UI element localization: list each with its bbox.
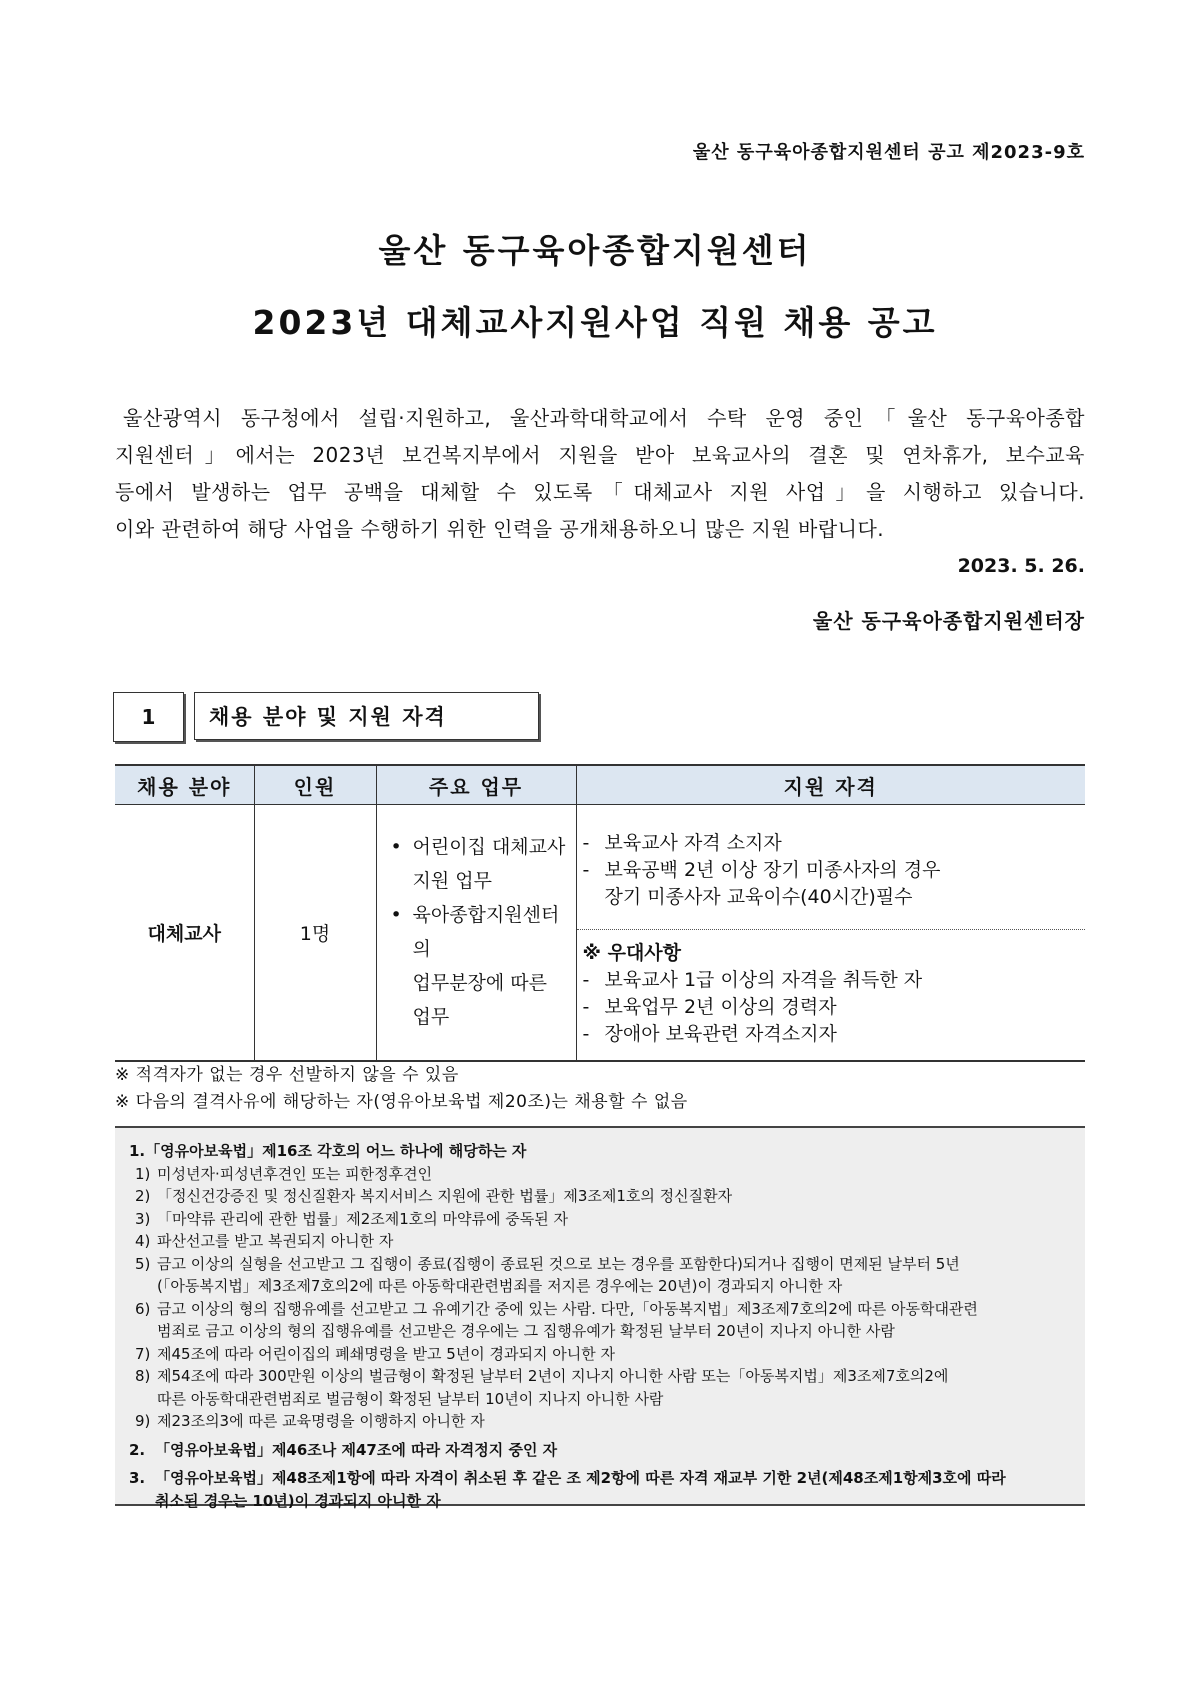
page-subtitle: 2023년 대체교사지원사업 직원 채용 공고	[252, 303, 938, 342]
list-item	[129, 1163, 1073, 1186]
notes	[115, 1062, 1085, 1116]
note-line: ※ 다음의 결격사유에 해당하는 자(영유아보육법 제20조)는 채용할 수 없음	[115, 1092, 688, 1112]
list-item	[129, 1410, 1073, 1433]
duty-text: 업무분장에 따른 업무	[412, 972, 548, 1029]
preference-list	[577, 930, 1086, 1056]
item-text: 「마약류 관리에 관한 법률」제2조제1호의 마약류에 중독된 자	[157, 1209, 568, 1228]
item-text: 제54조에 따라 300만원 이상의 벌금형이 확정된 날부터 2년이 지나지 아니한 사람 또는「아동복지법」제3조제7호의2에	[157, 1367, 949, 1385]
item-number: 1)	[135, 1164, 151, 1183]
item-number: 3)	[135, 1209, 151, 1228]
item-number: 2)	[135, 1187, 151, 1205]
header-field: 채용 분야	[115, 765, 254, 805]
dash-icon: -	[582, 1023, 590, 1046]
list-item	[129, 1365, 1073, 1410]
item-text: 제45조에 따라 어린이집의 폐쇄명령을 받고 5년이 경과되지 아니한 자	[157, 1344, 616, 1363]
duty-item	[391, 898, 570, 1034]
table-header-row	[115, 765, 1085, 805]
preference-item	[583, 994, 1078, 1021]
item-text: (「아동복지법」제3조제7호의2에 따른 아동학대관련범죄를 저지른 경우에는 20년)이 경과되지 아니한 자	[157, 1277, 843, 1295]
preference-item	[583, 1021, 1078, 1048]
item-number: 2.	[129, 1440, 146, 1459]
item-text: 「정신건강증진 및 정신질환자 복지서비스 지원에 관한 법률」제3조제1호의 정신질환자	[157, 1187, 733, 1205]
item-text: 미성년자·피성년후견인 또는 피한정후견인	[157, 1164, 433, 1183]
duty-text: 지원 업무	[412, 870, 492, 893]
item-text: 파산선고를 받고 복권되지 아니한 자	[157, 1232, 394, 1250]
qualification-text: 보육교사 자격 소지자	[604, 832, 782, 855]
notice-number: 울산 동구육아종합지원센터 공고 제2023-9호	[692, 142, 1085, 163]
cell-count: 1명	[254, 805, 376, 1061]
section-number: 1	[113, 692, 184, 742]
item-text: 금고 이상의 형의 집행유예를 선고받고 그 유예기간 중에 있는 사람. 다만,「아동복지법」제3조제7호의2에 따른 아동학대관련	[157, 1299, 978, 1318]
list-item	[129, 1230, 1073, 1253]
item-number: 4)	[135, 1232, 151, 1250]
dash-icon: -	[582, 859, 590, 882]
duty-text: 어린이집 대체교사	[412, 836, 566, 859]
section-title: 채용 분야 및 지원 자격	[194, 692, 539, 740]
disqualification-heading-2	[129, 1439, 1073, 1462]
qualification-text: 보육공백 2년 이상 장기 미종사자의 경우	[604, 859, 941, 882]
list-item	[129, 1185, 1073, 1208]
signer: 울산 동구육아종합지원센터장	[812, 609, 1085, 633]
list-item	[129, 1343, 1073, 1366]
bullet-icon: •	[390, 904, 402, 927]
disqualification-heading-3	[129, 1467, 1073, 1512]
qualification-item	[583, 857, 1078, 911]
bullet-icon: •	[390, 836, 402, 859]
duty-item	[391, 830, 570, 898]
cell-duties	[376, 805, 576, 1061]
item-text: 「영유아보육법」제48조제1항에 따라 자격이 취소된 후 같은 조 제2항에 따른 자격 재교부 기한 2년(제48조제1항제3호에 따라	[155, 1469, 1006, 1487]
cell-qualifications	[576, 805, 1085, 1061]
intro-line: 울산광역시 동구청에서 설립·지원하고, 울산과학대학교에서 수탁 운영 중인「울산 동구육아종합	[123, 406, 1085, 430]
intro-line: 이와 관련하여 해당 사업을 수행하기 위한 인력을 공개채용하오니 많은 지원 바랍니다.	[115, 517, 885, 541]
item-text: 따른 아동학대관련범죄로 벌금형이 확정된 날부터 10년이 지나지 아니한 사람	[157, 1389, 664, 1408]
preference-item	[583, 967, 1078, 994]
disqualification-heading-1: 1.「영유아보육법」제16조 각호의 어느 하나에 해당하는 자	[129, 1142, 527, 1160]
preference-text: 장애아 보육관련 자격소지자	[604, 1023, 837, 1046]
list-item	[129, 1298, 1073, 1343]
duty-text: 육아종합지원센터의	[412, 904, 560, 961]
item-number: 7)	[135, 1344, 151, 1363]
item-text: 금고 이상의 실형을 선고받고 그 집행이 종료(집행이 종료된 것으로 보는 경우를 포함한다)되거나 집행이 면제된 날부터 5년	[157, 1254, 960, 1273]
table-row	[115, 805, 1085, 1061]
item-text: 범죄로 금고 이상의 형의 집행유예를 선고받은 경우에는 그 집행유예가 확정된 날부터 20년이 지나지 아니한 사람	[157, 1322, 895, 1340]
header-count: 인원	[254, 765, 376, 805]
intro-line: 지원센터」에서는 2023년 보건복지부에서 지원을 받아 보육교사의 결혼 및 연차휴가, 보수교육	[115, 443, 1085, 467]
qualification-item	[583, 830, 1078, 857]
cell-field: 대체교사	[115, 805, 254, 1061]
dash-icon: -	[582, 832, 590, 855]
preference-text: 보육업무 2년 이상의 경력자	[604, 996, 837, 1019]
header-qualifications: 지원 자격	[576, 765, 1085, 805]
qualification-text: 장기 미종사자 교육이수(40시간)필수	[604, 886, 913, 909]
item-text: 제23조의3에 따른 교육명령을 이행하지 아니한 자	[157, 1412, 485, 1430]
note-line: ※ 적격자가 없는 경우 선발하지 않을 수 있음	[115, 1065, 459, 1085]
preference-title: ※ 우대사항	[582, 942, 682, 965]
list-item	[129, 1253, 1073, 1298]
list-item	[129, 1208, 1073, 1231]
qualification-list	[577, 808, 1086, 930]
preference-text: 보육교사 1급 이상의 자격을 취득한 자	[604, 969, 923, 992]
dash-icon: -	[582, 969, 590, 992]
page-title: 울산 동구육아종합지원센터	[378, 231, 812, 270]
notice-date: 2023. 5. 26.	[957, 555, 1085, 577]
item-number: 3.	[129, 1469, 146, 1487]
disqualification-box	[115, 1126, 1085, 1510]
item-number: 5)	[135, 1254, 151, 1273]
item-number: 8)	[135, 1367, 151, 1385]
intro-paragraph	[115, 400, 1085, 548]
item-text: 「영유아보육법」제46조나 제47조에 따라 자격정지 중인 자	[155, 1440, 558, 1459]
intro-line: 등에서 발생하는 업무 공백을 대체할 수 있도록「대체교사 지원 사업」을 시행하고 있습니다.	[115, 480, 1085, 504]
item-number: 6)	[135, 1299, 151, 1318]
recruitment-table	[115, 764, 1085, 1062]
dash-icon: -	[582, 996, 590, 1019]
item-text: 취소된 경우는 10년)이 경과되지 아니한 자	[155, 1491, 441, 1510]
header-duties: 주요 업무	[376, 765, 576, 805]
item-number: 9)	[135, 1412, 151, 1430]
